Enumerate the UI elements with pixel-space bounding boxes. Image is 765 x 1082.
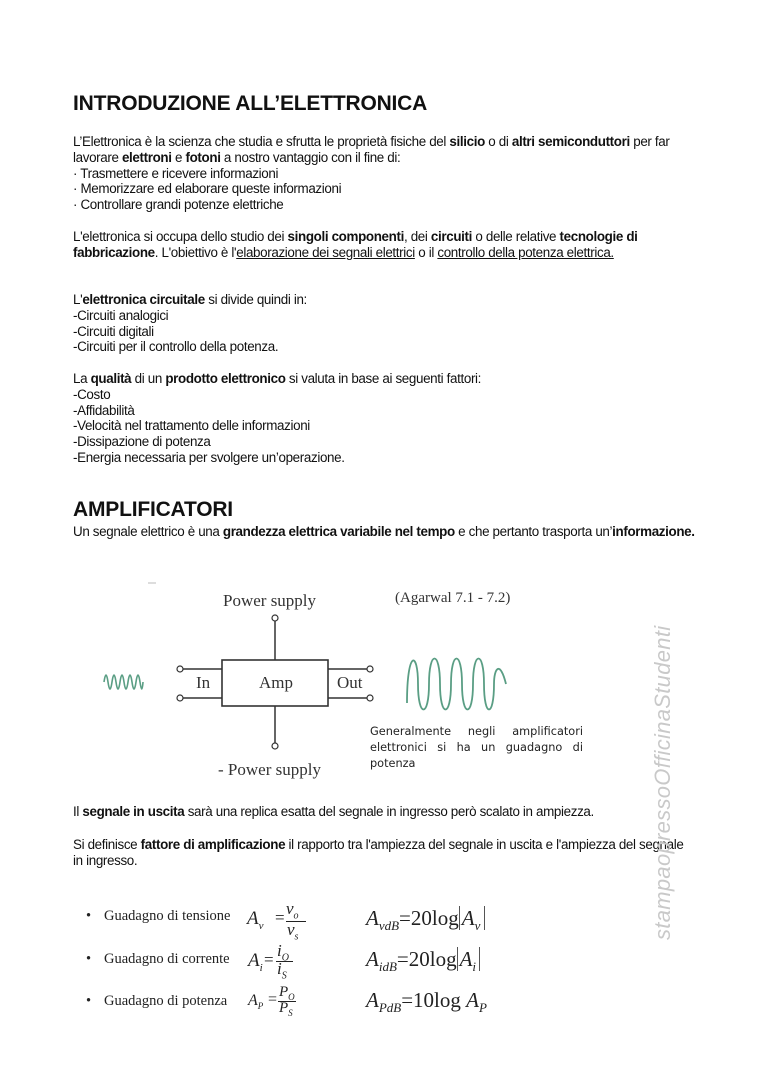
subscript: idB — [378, 959, 397, 974]
subscript: S — [281, 970, 287, 982]
operator: =20log — [399, 906, 459, 930]
bold-silicio: silicio — [449, 134, 485, 149]
diagram-note: Generalmente negli amplificatori elettronici si ha un guadagno di potenza — [370, 725, 583, 770]
bold-singoli-componenti: singoli componenti — [287, 229, 404, 244]
subscript: P — [478, 1000, 487, 1015]
subscript: o — [293, 910, 299, 922]
section-title-introduzione: INTRODUZIONE ALL’ELETTRONICA — [73, 92, 428, 115]
subscript: v — [258, 919, 264, 932]
gain-row-tensione — [86, 908, 230, 925]
text: Il — [73, 804, 83, 819]
text: il rapporto tra l'ampiezza del segnale in uscita e l'ampiezza del segnale in ingresso. — [73, 837, 684, 868]
subscript: v — [474, 918, 481, 933]
bold-tecnologie: tecnologie di fabbricazione — [73, 229, 638, 260]
intro-paragraph — [73, 134, 703, 213]
text: si valuta in base ai seguenti fattori: — [285, 371, 482, 386]
text: Si definisce — [73, 837, 141, 852]
subscript: i — [472, 959, 477, 974]
underline-elaborazione: elaborazione dei segnali elettrici — [236, 244, 415, 260]
output-paragraph — [73, 804, 703, 820]
text: o di — [484, 134, 512, 149]
bold-grandezza: grandezza elettrica variabile nel tempo — [222, 524, 455, 539]
symbol: A — [248, 992, 258, 1009]
subscript: PdB — [378, 1000, 402, 1015]
underline-controllo: controllo della potenza elettrica. — [437, 244, 614, 260]
watermark: stampaopressoOfficinaStudenti — [650, 625, 675, 940]
gain-db-tensione — [366, 906, 485, 934]
text: o il — [414, 244, 438, 260]
gain-label: Guadagno di tensione — [104, 908, 231, 924]
list-item: -Velocità nel trattamento delle informazioni — [73, 418, 310, 434]
amp-label: Amp — [259, 673, 293, 692]
symbol: A — [459, 947, 473, 971]
in-label: In — [196, 673, 211, 692]
text: L' — [73, 292, 83, 307]
text: e che pertanto trasporta un’ — [454, 524, 613, 539]
text: per far lavorare — [73, 134, 670, 165]
bullet: • — [86, 908, 92, 924]
text: L’Elettronica è la scienza che studia e sfrutta le proprietà fisiche del — [73, 134, 450, 149]
symbol: A — [366, 988, 379, 1012]
out-label: Out — [337, 673, 363, 692]
symbol: A — [461, 906, 475, 930]
list-item: -Dissipazione di potenza — [73, 434, 211, 450]
text: sarà una replica esatta del segnale in ingresso però scalato in ampiezza. — [184, 804, 594, 819]
text: di un — [131, 371, 166, 386]
symbol: i — [277, 941, 282, 960]
list-item: -Circuiti digitali — [73, 323, 154, 339]
gain-formula-corrente: $A_i$ = $i_O$ $i_S$ — [248, 945, 308, 985]
bullet: • — [86, 951, 92, 967]
bold-semiconduttori: altri semiconduttori — [511, 134, 630, 149]
text: . L'obiettivo è l' — [154, 244, 237, 260]
subscript: i — [259, 961, 263, 974]
symbol: i — [277, 959, 282, 978]
bold-qualita: qualità — [90, 371, 132, 386]
bold-segnale-uscita: segnale in uscita — [82, 804, 185, 819]
gain-label: Guadagno di corrente — [104, 951, 230, 967]
bullet-item: · Memorizzare ed elaborare queste informazioni — [73, 181, 342, 197]
bullet-text: Memorizzare ed elaborare queste informazioni — [80, 181, 342, 197]
reference-label: (Agarwal 7.1 - 7.2) — [395, 590, 511, 606]
subscript: O — [288, 992, 295, 1002]
list-item: -Costo — [73, 386, 111, 402]
symbol: A — [466, 988, 479, 1012]
gain-formula-potenza: $A_P$ = $P_O$ $P_S$ — [248, 984, 295, 1018]
bold-circuiti: circuiti — [430, 229, 473, 244]
text: Un segnale elettrico è una — [73, 524, 223, 539]
gain-db-potenza — [366, 988, 487, 1016]
bullet-item: · Trasmettere e ricevere informazioni — [73, 165, 279, 181]
bold-informazione: informazione. — [612, 524, 695, 539]
gain-row-corrente — [86, 951, 230, 968]
gain-label: Guadagno di potenza — [104, 993, 228, 1009]
text: o delle relative — [472, 229, 560, 244]
signal-paragraph — [73, 524, 703, 540]
scope-paragraph — [73, 229, 703, 261]
text: a nostro vantaggio con il fine di: — [220, 149, 401, 165]
symbol: A — [366, 947, 379, 971]
list-item: -Circuiti analogici — [73, 307, 169, 323]
subscript: vdB — [378, 918, 400, 933]
quality-paragraph — [73, 371, 703, 466]
gain-formula-tensione: $A_v$ = $v_o$ $v_s$ — [247, 903, 307, 945]
symbol: A — [247, 908, 259, 929]
symbol: P — [279, 1000, 289, 1016]
input-wave-icon — [104, 675, 143, 689]
text: La — [73, 371, 91, 386]
list-item: -Energia necessaria per svolgere un’operazione. — [73, 449, 345, 465]
text: L'elettronica si occupa dello studio dei — [73, 229, 288, 244]
bold-prodotto-elettronico: prodotto elettronico — [165, 371, 286, 386]
list-item: -Affidabilità — [73, 402, 135, 418]
negative-power-supply-label: - Power supply — [218, 760, 321, 779]
operator: =20log — [396, 947, 457, 971]
bullet: • — [86, 993, 92, 1009]
bullet-text: Trasmettere e ricevere informazioni — [80, 165, 279, 181]
bold-elettroni: elettroni — [121, 149, 172, 165]
bold-fattore-amplificazione: fattore di amplificazione — [140, 837, 286, 852]
subscript: S — [288, 1008, 293, 1018]
power-supply-label: Power supply — [223, 591, 317, 610]
bullet-text: Controllare grandi potenze elettriche — [80, 197, 284, 213]
output-wave-icon — [407, 659, 506, 710]
bold-elettronica-circuitale: elettronica circuitale — [82, 292, 205, 307]
subscript: P — [257, 1001, 264, 1012]
symbol: v — [286, 899, 294, 918]
subscript: s — [294, 931, 299, 943]
circuital-paragraph — [73, 292, 703, 355]
symbol: A — [366, 906, 379, 930]
gain-db-corrente — [366, 947, 480, 975]
operator: =10log — [401, 988, 461, 1012]
factor-paragraph — [73, 837, 693, 869]
text: , dei — [403, 229, 431, 244]
bullet-item: · Controllare grandi potenze elettriche — [73, 197, 284, 213]
subscript: O — [281, 952, 289, 964]
symbol: v — [287, 920, 295, 939]
bold-fotoni: fotoni — [185, 149, 221, 165]
list-item: -Circuiti per il controllo della potenza. — [73, 339, 279, 355]
section-title-amplificatori: AMPLIFICATORI — [73, 498, 233, 521]
text: si divide quindi in: — [204, 292, 307, 307]
symbol: A — [248, 950, 260, 971]
text: e — [171, 149, 186, 165]
gain-row-potenza — [86, 993, 227, 1010]
symbol: P — [279, 984, 289, 1000]
